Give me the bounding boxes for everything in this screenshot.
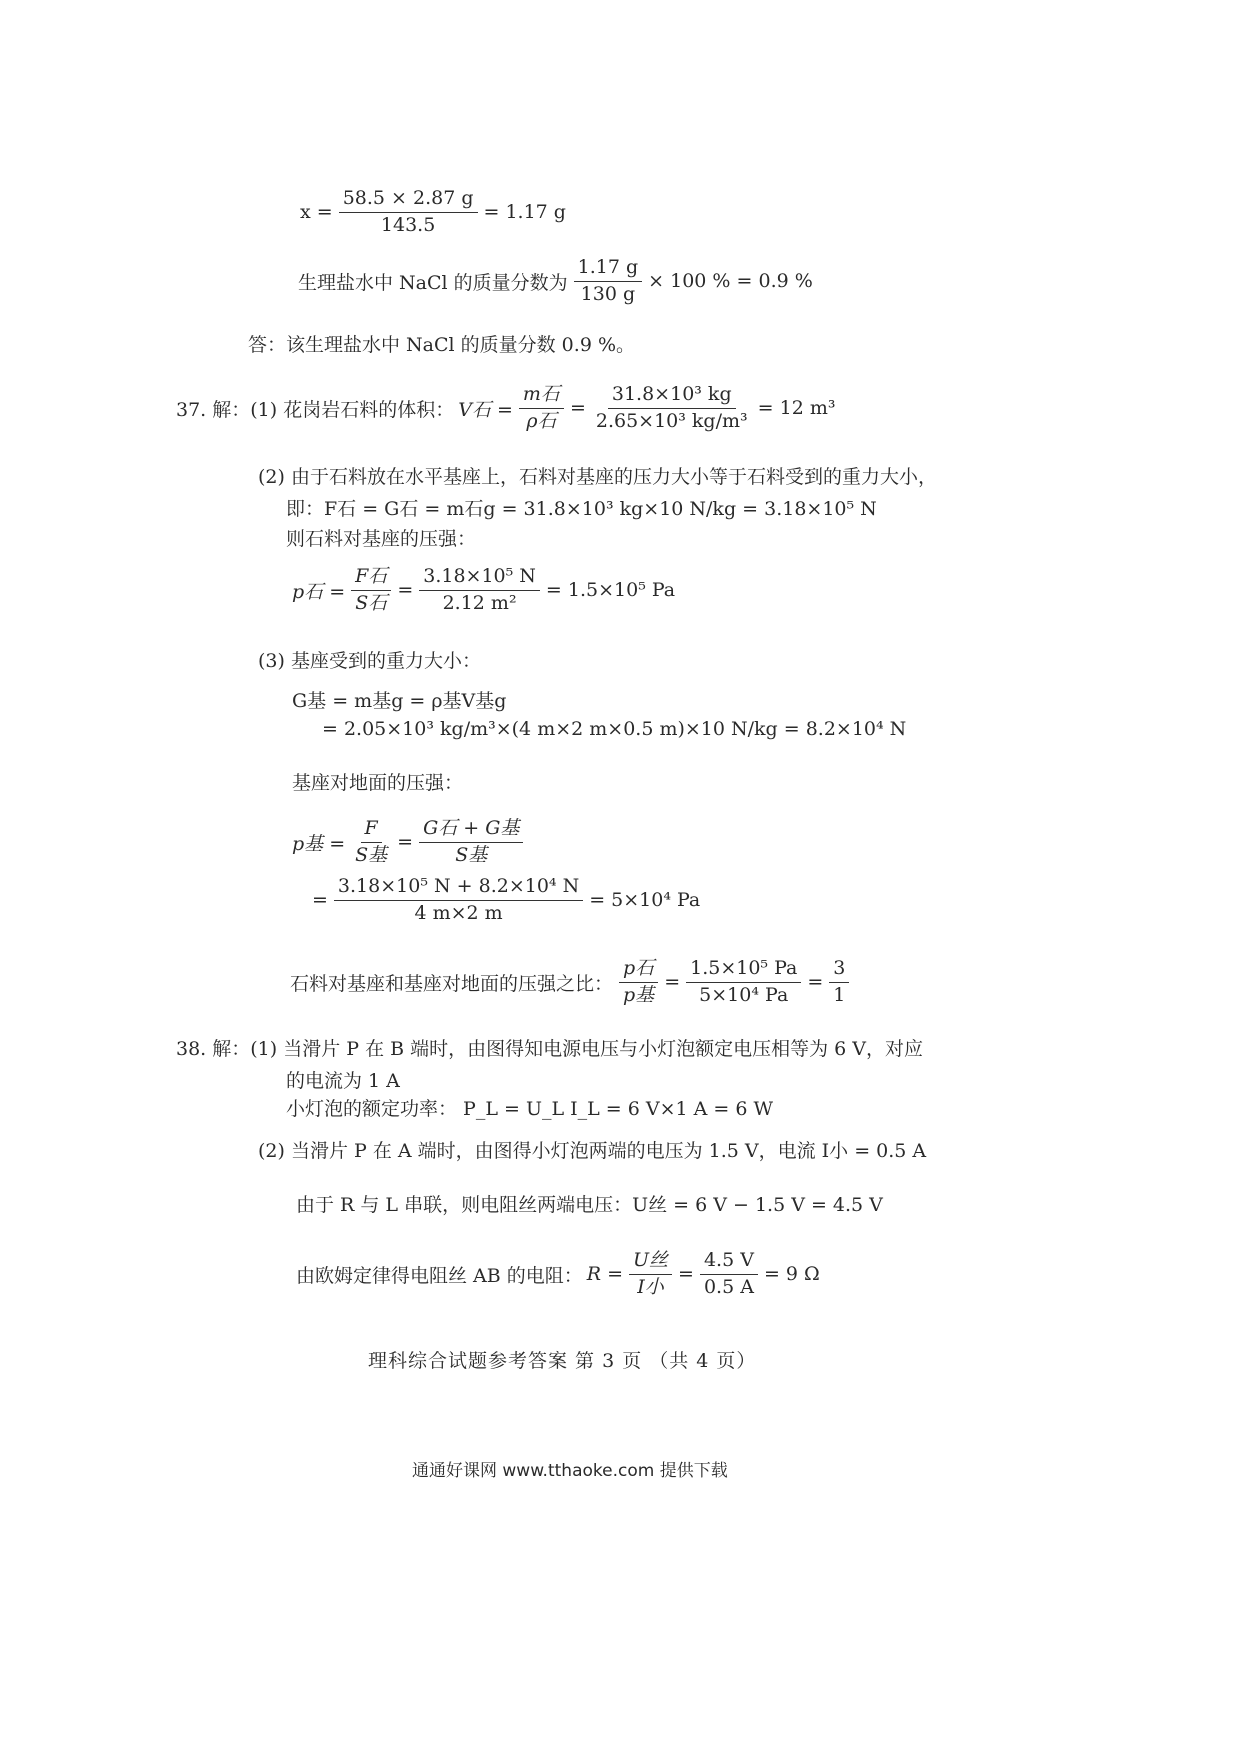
q37-part2-line1: (2) 由于石料放在水平基座上，石料对基座的压力大小等于石料受到的重力大小， [258,466,937,488]
pressure-ratio-formula: 石料对基座和基座对地面的压强之比： $\frac{\text{p石}}{\text{p基}}$ = $\frac{\text{1.5×10⁵ Pa}}{\text{5×10⁴ Pa}}$ = $\frac{3}{1}$ [290,958,851,1007]
base-pressure-formula-1: p基 = $\frac{F}{\text{S基}}$ = $\frac{\text{G石 + G基}}{\text{S基}}$ [292,818,525,867]
pressure-ratio-fraction-2: $\frac{\text{1.5×10⁵ Pa}}{\text{5×10⁴ Pa}}$ [686,958,801,1007]
base-pressure-label: 基座对地面的压强： [292,772,464,794]
page-footer: 理科综合试题参考答案 第 3 页 （共 4 页） [368,1350,757,1372]
resistance-result: = 9 Ω [763,1263,820,1286]
q38-line3: 小灯泡的额定功率： P_L = U_L I_L = 6 V×1 A = 6 W [286,1098,774,1120]
stone-pressure-label: p石 = [292,580,346,603]
q38-line5: 由于 R 与 L 串联，则电阻丝两端电压：U丝 = 6 V − 1.5 V = 4.5 V [296,1194,883,1216]
stone-pressure-formula: p石 = $\frac{\text{F石}}{\text{S石}}$ = $\frac{\text{3.18×10⁵ N}}{\text{2.12 m²}}$ = 1.5×10⁵ Pa [292,565,676,614]
q37-part2-line2: 即：F石 = G石 = m石g = 31.8×10³ kg×10 N/kg = 3.18×10⁵ N [286,498,877,520]
q37-volume-line: 37. 解：(1) 花岗岩石料的体积： V石 = $\frac{\text{m石}}{\text{ρ石}}$ = $\frac{\text{31.8×10³ kg}}{\text{2.65×10³ kg/m³}}$ = 12 m³ [176,383,836,432]
q38-line4: (2) 当滑片 P 在 A 端时，由图得小灯泡两端的电压为 1.5 V，电流 I小 = 0.5 A [258,1140,927,1162]
answer-36: 答：该生理盐水中 NaCl 的质量分数 0.9 %。 [248,334,635,356]
stone-pressure-fraction-2: $\frac{\text{3.18×10⁵ N}}{\text{2.12 m²}}$ [419,566,540,615]
stone-pressure-result: = 1.5×10⁵ Pa [545,579,676,602]
base-pressure-label-symbol: p基 = [292,832,346,855]
stone-pressure-fraction-1: $\frac{\text{F石}}{\text{S石}}$ [351,566,391,615]
resistance-fraction-2: $\frac{4.5 V}{0.5 A}$ [700,1250,758,1299]
base-pressure-fraction-3: $\frac{\text{3.18×10⁵ N + 8.2×10⁴ N}}{4 m\times 2 m}$ [334,876,583,925]
nacl-ratio-formula [298,257,813,306]
pressure-ratio-label: 石料对基座和基座对地面的压强之比： [290,972,614,995]
resistance-formula: 由欧姆定律得电阻丝 AB 的电阻： R = $\frac{\text{U丝}}{\text{I小}}$ = $\frac{4.5 V}{0.5 A}$ = 9 Ω [296,1249,820,1298]
pressure-ratio-fraction-1: $\frac{\text{p石}}{\text{p基}}$ [619,958,658,1007]
volume-label: V石 = [458,398,513,421]
pressure-ratio-fraction-3: $\frac{3}{1}$ [829,958,849,1007]
volume-fraction-1: $\frac{\text{m石}}{\text{ρ石}}$ [519,384,564,433]
resistance-label: 由欧姆定律得电阻丝 AB 的电阻： [296,1264,583,1287]
x-fraction: $\frac{58.5 \times 2.87 g}{143.5}$ [339,188,478,237]
q37-part3-line1: (3) 基座受到的重力大小： [258,650,481,672]
q38-line1: 38. 解：(1) 当滑片 P 在 B 端时，由图得知电源电压与小灯泡额定电压相等为 6 V，对应 [176,1038,924,1060]
q37-part2-line3: 则石料对基座的压强： [286,528,477,550]
x-formula [300,188,566,237]
nacl-ratio-fraction: $\frac{1.17 g}{130 g}$ [574,257,643,306]
base-gravity-line1: G基 = m基g = ρ基V基g [292,690,507,712]
base-gravity-line2: = 2.05×10³ kg/m³×(4 m×2 m×0.5 m)×10 N/kg = 8.2×10⁴ N [322,718,907,740]
base-pressure-fraction-1: $\frac{F}{\text{S基}}$ [355,817,388,866]
base-pressure-fraction-2: $\frac{\text{G石 + G基}}{\text{S基}}$ [419,818,523,867]
download-credit: 通通好课网 www.tthaoke.com 提供下载 [412,1461,728,1481]
x-result: = 1.17 g [483,201,566,224]
x-label: x = [300,201,333,224]
base-pressure-result: = 5×10⁴ Pa [589,889,701,912]
base-pressure-formula-2: = $\frac{\text{3.18×10⁵ N + 8.2×10⁴ N}}{4 m\times 2 m}$ = 5×10⁴ Pa [312,875,701,924]
q38-line2: 的电流为 1 A [286,1070,400,1092]
q37-prefix: 37. 解：(1) 花岗岩石料的体积： [176,398,455,421]
resistance-fraction-1: $\frac{\text{U丝}}{\text{I小}}$ [629,1250,672,1299]
nacl-ratio-label: 生理盐水中 NaCl 的质量分数为 [298,271,568,294]
nacl-ratio-result: × 100 % = 0.9 % [648,270,813,293]
volume-fraction-2: $\frac{\text{31.8×10³ kg}}{\text{2.65×10³ kg/m³}}$ [595,383,748,432]
volume-result: = 12 m³ [757,397,836,420]
